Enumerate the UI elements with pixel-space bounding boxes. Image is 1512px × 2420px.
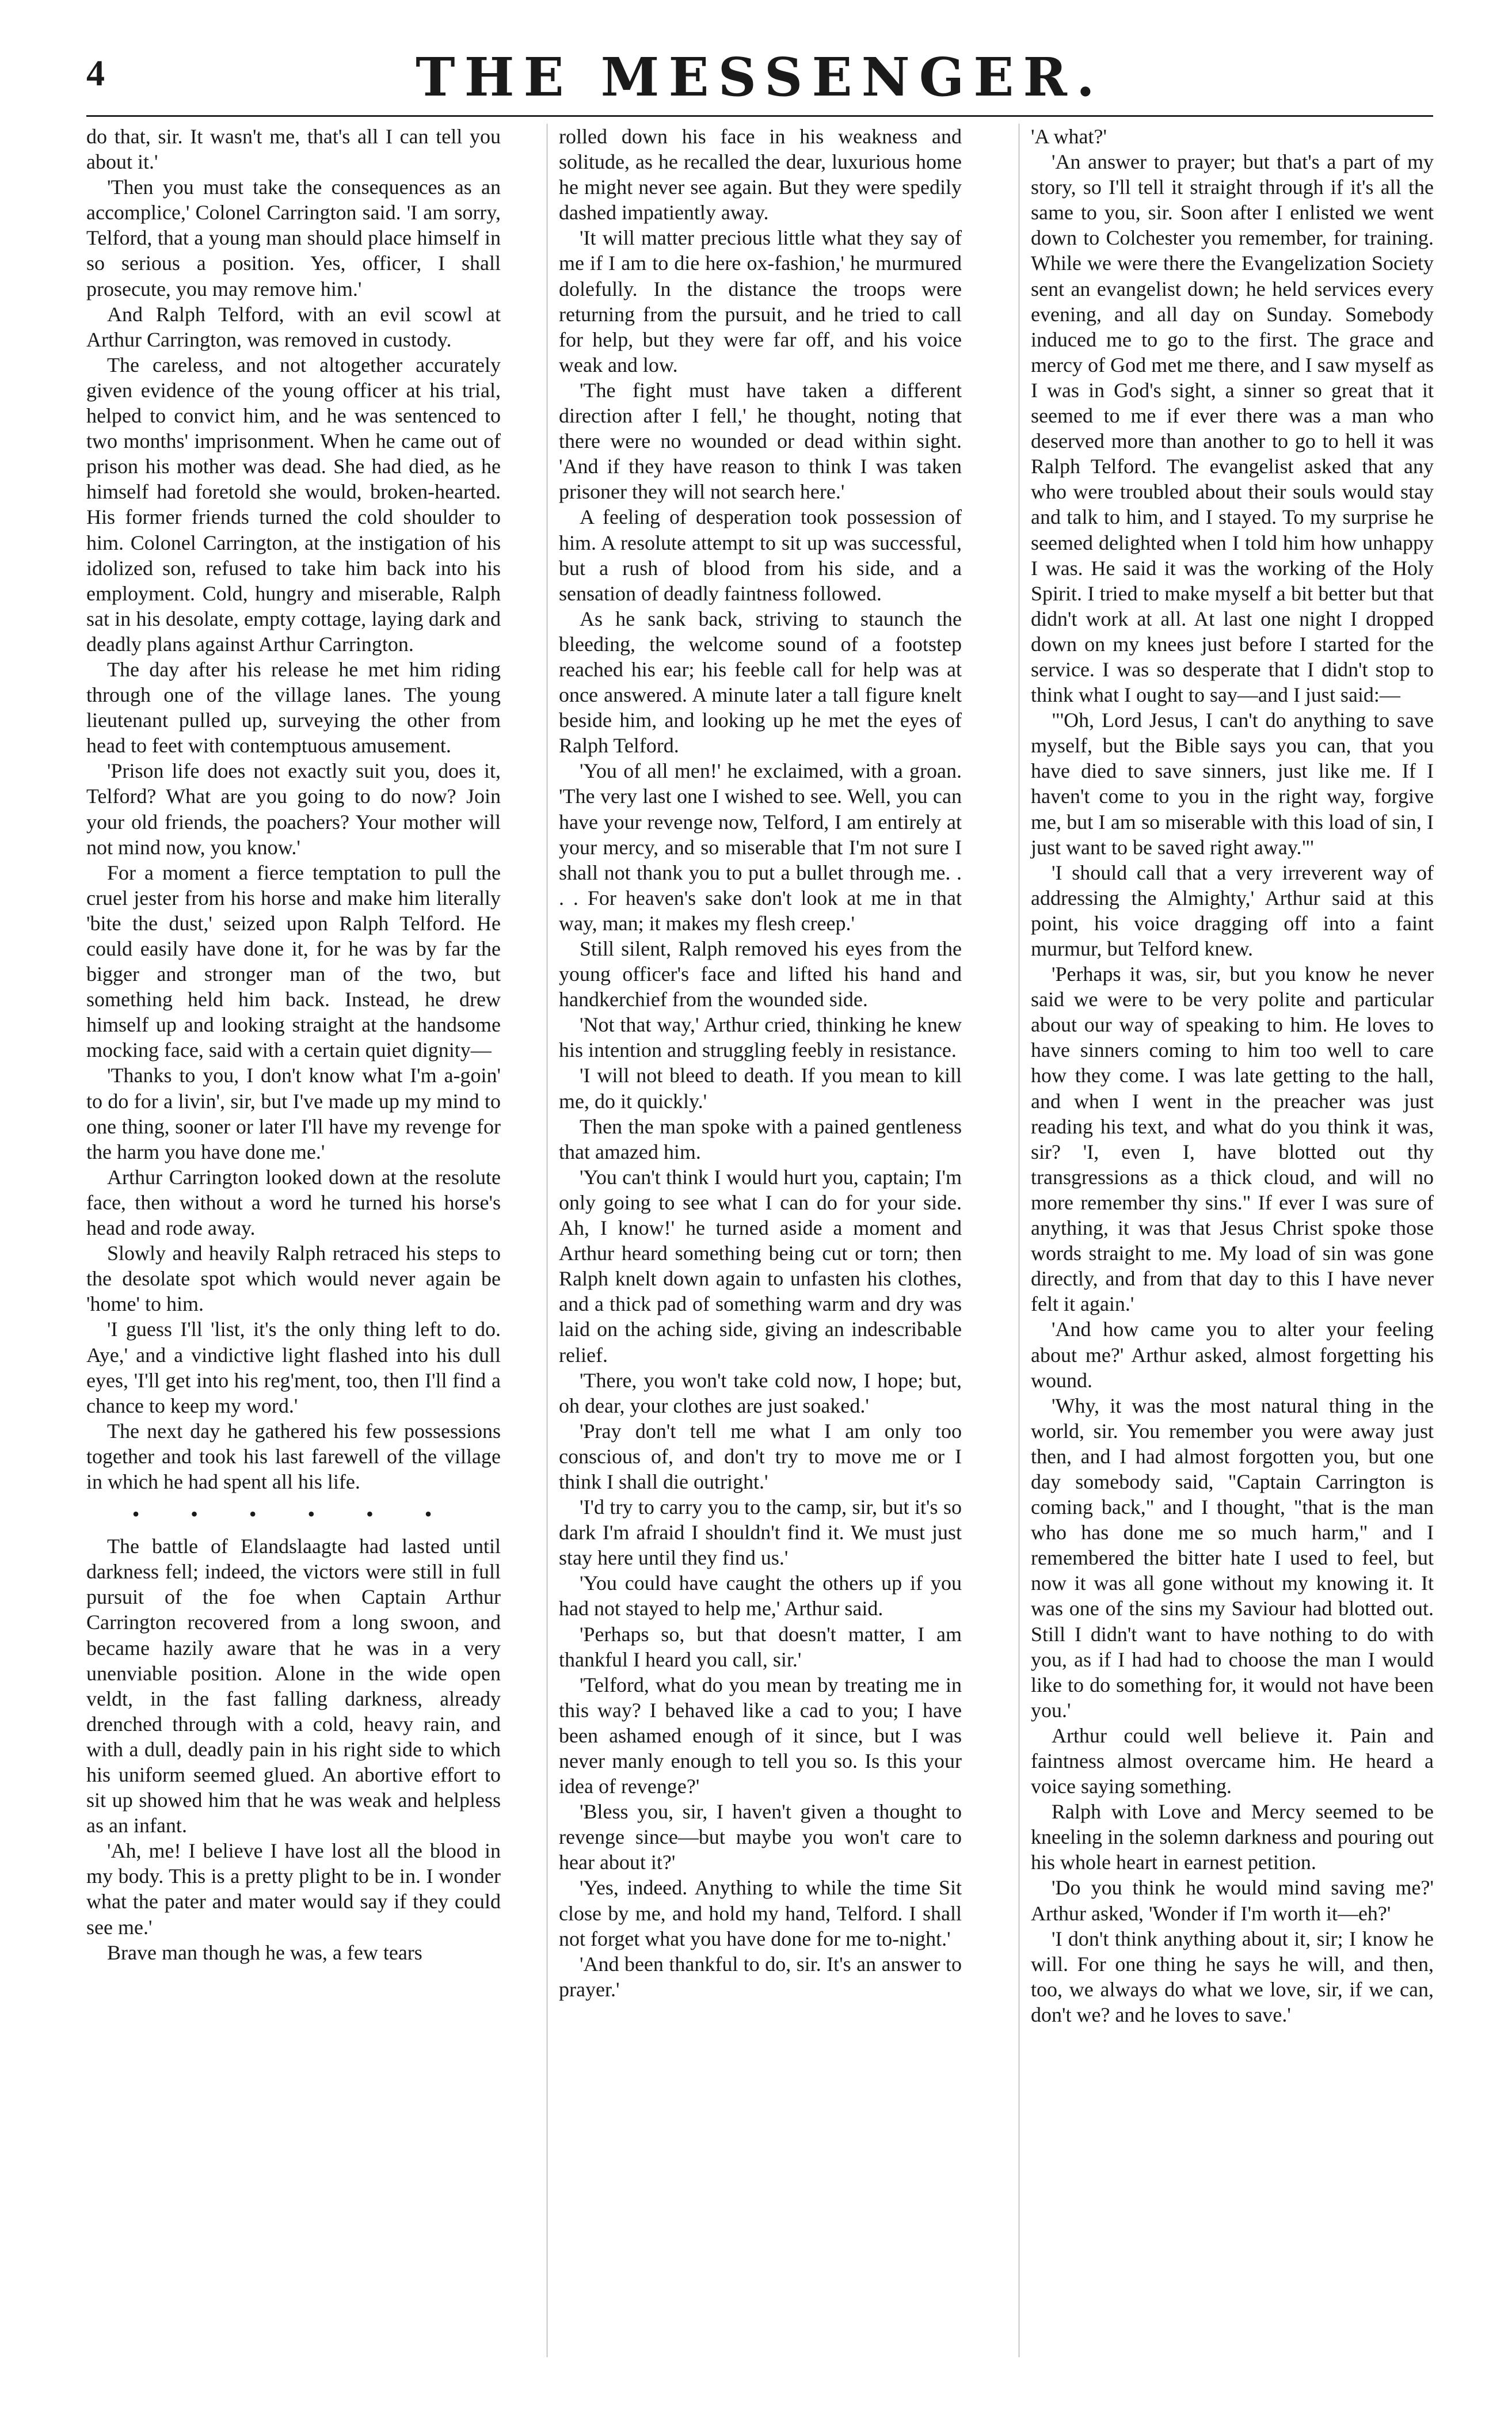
- paragraph: 'I'd try to carry you to the camp, sir, but it's so dark I'm afraid I shouldn't find it. We must just stay here until they find us.': [559, 1496, 962, 1570]
- paragraph: 'Then you must take the consequences as an accomplice,' Colonel Carrington said. 'I am sorry, Telford, that a young man should place himself in so serious a position. Yes, officer, I shall prosecute, you may remove him.': [86, 176, 501, 300]
- paragraph: 'Ah, me! I believe I have lost all the blood in my body. This is a pretty plight to be in. I wonder what the pater and mater would say if they could see me.': [86, 1839, 501, 1939]
- paragraph: 'An answer to prayer; but that's a part of my story, so I'll tell it straight through if it's all the same to you, sir. Soon after I enlisted we went down to Colchester you remember, for training. While we were there the Evangelization Society sent an evangelist down; he held services every evening, and all day on Sunday. Somebody induced me to go to the first. The grace and mercy of God met me there, and I saw myself as I was in God's sight, a sinner so great that it seemed to me if ever there was a man who deserved more than another to go to hell it was Ralph Telford. The evangelist asked that any who were troubled about their souls would stay and talk to him, and I stayed. To my surprise he seemed delighted when I told him how unhappy I was. He said it was the working of the Holy Spirit. I tried to make myself a bit better but that didn't work at all. At last one night I dropped down on my knees just before I started for the service. I was so desperate that I didn't stop to think what I ought to say—and I just said:—: [1031, 150, 1434, 707]
- paragraph: 'A what?': [1031, 125, 1107, 148]
- paragraph: 'It will matter precious little what they say of me if I am to die here ox-fashion,' he murmured dolefully. In the distance the troops were returning from the pursuit, and he tried to call for help, but they were far off, and his voice weak and low.: [559, 226, 962, 376]
- masthead-title: THE MESSENGER.: [416, 46, 1104, 108]
- paragraph: As he sank back, striving to staunch the bleeding, the welcome sound of a footstep reached his ear; his feeble call for help was at once answered. A minute later a tall figure knelt beside him, and looking up he met the eyes of Ralph Telford.: [559, 607, 962, 758]
- paragraph: Still silent, Ralph removed his eyes from the young officer's face and lifted his hand and handkerchief from the wounded side.: [559, 937, 962, 1011]
- paragraph: The battle of Elandslaagte had lasted until darkness fell; indeed, the victors were still in full pursuit of the foe when Captain Arthur Carrington recovered from a long swoon, and became hazily aware that he was in a very unenviable position. Alone in the wide open veldt, in the fast falling darkness, already drenched through with a cold, heavy rain, and with a dull, deadly pain in his right side to which his uniform seemed glued. An abortive effort to sit up showed him that he was weak and helpless as an infant.: [86, 1535, 501, 1837]
- paragraph: 'Thanks to you, I don't know what I'm a-goin' to do for a livin', sir, but I've made up my mind to one thing, sooner or later I'll have my revenge for the harm you have done me.': [86, 1064, 501, 1163]
- paragraph: 'Perhaps it was, sir, but you know he never said we were to be very polite and particular about our way of speaking to him. He loves to have sinners coming to him too well to care how they come. I was late getting to the hall, and when I went in the preacher was just reading his text, and what do you think it was, sir? 'I, even I, have blotted out thy transgressions as a thick cloud, and will no more remember thy sins." If ever I was sure of anything, it was that Jesus Christ spoke those words straight to me. My load of sin was gone directly, and from that day to this I have never felt it again.': [1031, 962, 1434, 1316]
- paragraph: 'There, you won't take cold now, I hope; but, oh dear, your clothes are just soaked.': [559, 1368, 962, 1417]
- paragraph: 'Bless you, sir, I haven't given a thought to revenge since—but maybe you won't care to hear about it?': [559, 1800, 962, 1874]
- column-1: [86, 124, 501, 2357]
- paragraph: The careless, and not altogether accurately given evidence of the young officer at his trial, helped to convict him, and he was sentenced to two months' imprisonment. When he came out of prison his mother was dead. She had died, as he himself had foretold she would, broken-hearted. His former friends turned the cold shoulder to him. Colonel Carrington, at the instigation of his idolized son, refused to take him back into his employment. Cold, hungry and miserable, Ralph sat in his desolate, empty cottage, laying dark and deadly plans against Arthur Carrington.: [86, 353, 501, 656]
- paragraph: Arthur Carrington looked down at the resolute face, then without a word he turned his horse's head and rode away.: [86, 1165, 501, 1240]
- paragraph: • • • • • •: [132, 1502, 455, 1526]
- paragraph: 'I will not bleed to death. If you mean to kill me, do it quickly.': [559, 1064, 962, 1113]
- page-header: [86, 46, 1433, 117]
- paragraph: Slowly and heavily Ralph retraced his steps to the desolate spot which would never again be 'home' to him.: [86, 1242, 501, 1316]
- paragraph: 'You can't think I would hurt you, captain; I'm only going to see what I can do for your side. Ah, I know!' he turned aside a moment and Arthur heard something being cut or torn; then Ralph knelt down again to unfasten his clothes, and a thick pad of something warm and dry was laid on the aching side, giving an indescribable relief.: [559, 1165, 962, 1367]
- paragraph: 'I don't think anything about it, sir; I know he will. For one thing he says he will, and then, too, we always do what we love, sir, if we can, don't we? and he loves to save.': [1031, 1927, 1434, 2026]
- paragraph: 'And been thankful to do, sir. It's an answer to prayer.': [559, 1952, 962, 2001]
- column-3: [1019, 124, 1434, 2357]
- paragraph: 'Telford, what do you mean by treating me in this way? I behaved like a cad to you; I have been ashamed enough of it since, but I was never manly enough to tell you so. Is this your idea of revenge?': [559, 1673, 962, 1798]
- paragraph: 'Prison life does not exactly suit you, does it, Telford? What are you going to do now? Join your old friends, the poachers? Your mother will not mind now, you know.': [86, 759, 501, 859]
- paragraph: "'Oh, Lord Jesus, I can't do anything to save myself, but the Bible says you can, that you have died to save sinners, just like me. If I haven't come to you in the right way, forgive me, but I am so miserable with this load of sin, I just want to be saved right away."': [1031, 709, 1434, 859]
- paragraph: 'Perhaps so, but that doesn't matter, I am thankful I heard you call, sir.': [559, 1622, 962, 1671]
- paragraph: And Ralph Telford, with an evil scowl at Arthur Carrington, was removed in custody.: [86, 302, 501, 351]
- paragraph: 'Pray don't tell me what I am only too conscious of, and don't try to move me or I think I shall die outright.': [559, 1419, 962, 1493]
- column-2: [547, 124, 962, 2357]
- paragraph: 'Why, it was the most natural thing in the world, sir. You remember you were away just then, and I had almost forgotten you, but one day somebody said, "Captain Carrington is coming back," and I thought, "that is the man who has done me so much harm," and I remembered the bitter hate I used to feel, but now it was all gone without my knowing it. It was one of the sins my Saviour had blotted out. Still I didn't want to have nothing to do with you, as if I had had to choose the man I would like to do something for, it would not have been you.': [1031, 1394, 1434, 1722]
- paragraph: Arthur could well believe it. Pain and faintness almost overcame him. He heard a voice saying something.: [1031, 1723, 1434, 1798]
- paragraph: 'You could have caught the others up if you had not stayed to help me,' Arthur said.: [559, 1572, 962, 1620]
- paragraph: Then the man spoke with a pained gentleness that amazed him.: [559, 1114, 962, 1163]
- paragraph: do that, sir. It wasn't me, that's all I can tell you about it.': [86, 125, 501, 174]
- paragraph: Brave man though he was, a few tears: [107, 1940, 422, 1964]
- paragraph: The next day he gathered his few possessions together and took his last farewell of the village in which he had spent all his life.: [86, 1419, 501, 1493]
- paragraph: rolled down his face in his weakness and solitude, as he recalled the dear, luxurious home he might never see again. But they were spedily dashed impatiently away.: [559, 125, 962, 225]
- paragraph: The day after his release he met him riding through one of the village lanes. The young lieutenant pulled up, surveying the other from head to feet with contemptuous amusement.: [86, 657, 501, 758]
- paragraph: 'You of all men!' he exclaimed, with a groan. 'The very last one I wished to see. Well, you can have your revenge now, Telford, I am entirely at your mercy, and so miserable that I'm not sure I shall not thank you to put a bullet through me. . . . For heaven's sake don't look at me in that way, man; it makes my flesh creep.': [559, 759, 962, 935]
- paragraph: 'And how came you to alter your feeling about me?' Arthur asked, almost forgetting his wound.: [1031, 1318, 1434, 1392]
- paragraph: 'Not that way,' Arthur cried, thinking he knew his intention and struggling feebly in resistance.: [559, 1013, 962, 1062]
- paragraph: 'I guess I'll 'list, it's the only thing left to do. Aye,' and a vindictive light flashed into his dull eyes, 'I'll get into his reg'ment, too, then I'll find a chance to keep my word.': [86, 1318, 501, 1417]
- page-number: 4: [86, 52, 105, 93]
- paragraph: 'Do you think he would mind saving me?' Arthur asked, 'Wonder if I'm worth it—eh?': [1031, 1876, 1434, 1925]
- paragraph: 'Yes, indeed. Anything to while the time Sit close by me, and hold my hand, Telford. I shall not forget what you have done for me to-night.': [559, 1876, 962, 1950]
- paragraph: 'The fight must have taken a different direction after I fell,' he thought, noting that there were no wounded or dead within sight. 'And if they have reason to think I was taken prisoner they will not search here.': [559, 378, 962, 504]
- article-columns: [86, 124, 1433, 2357]
- paragraph: 'I should call that a very irreverent way of addressing the Almighty,' Arthur said at this point, his voice dragging off into a faint murmur, but Telford knew.: [1031, 861, 1434, 960]
- paragraph: For a moment a fierce temptation to pull the cruel jester from his horse and make him literally 'bite the dust,' seized upon Ralph Telford. He could easily have done it, for he was by far the bigger and stronger man of the two, but something held him back. Instead, he drew himself up and looking straight at the handsome mocking face, said with a certain quiet dignity—: [86, 861, 501, 1062]
- paragraph: A feeling of desperation took possession of him. A resolute attempt to sit up was successful, but a rush of blood from his side, and a sensation of deadly faintness followed.: [559, 505, 962, 605]
- paragraph: Ralph with Love and Mercy seemed to be kneeling in the solemn darkness and pouring out his whole heart in earnest petition.: [1031, 1800, 1434, 1874]
